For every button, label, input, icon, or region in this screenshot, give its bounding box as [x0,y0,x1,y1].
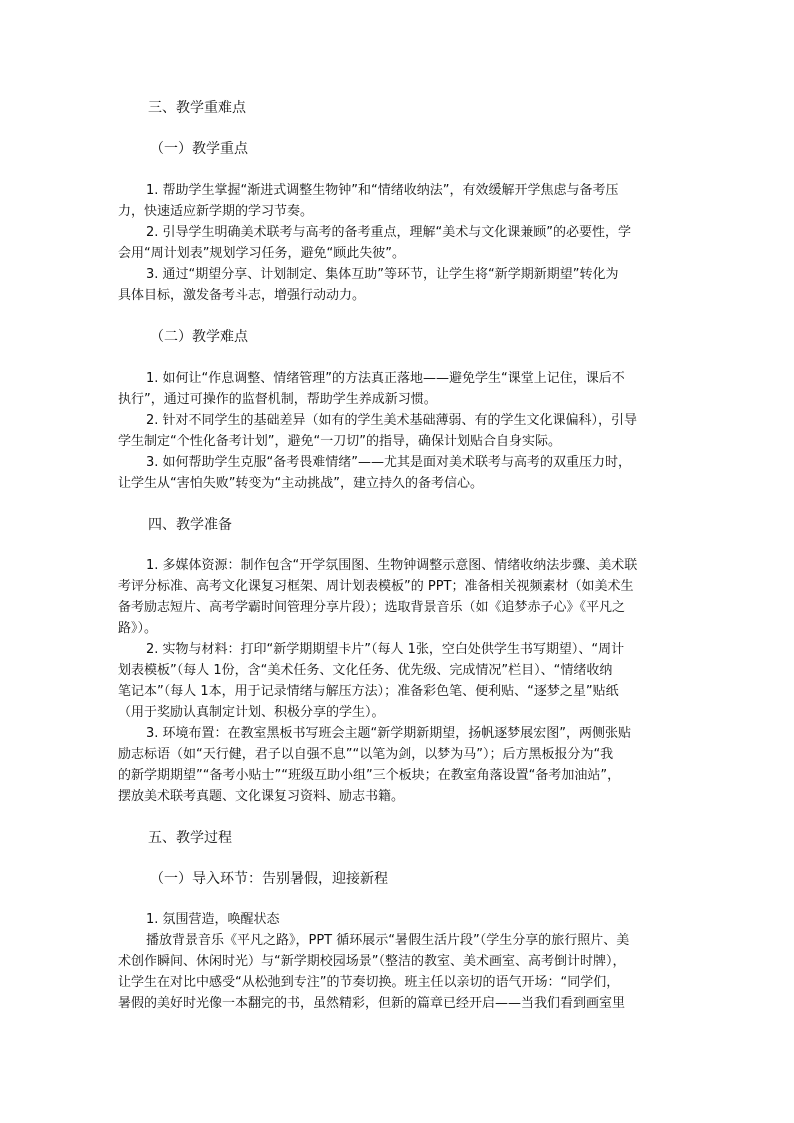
text-line: 3. 环境布置：在教室黑板书写班会主题“新学期新期望，扬帆逐梦展宏图”，两侧张贴 [146,726,632,741]
section-heading: 四、教学准备 [148,517,232,533]
text-line: 会用“周计划表”规划学习任务，避免“顾此失彼”。 [118,246,405,261]
text-line: 的新学期期望”“备考小贴士”“班级互助小组”三个板块；在教室角落设置“备考加油站”， [118,768,621,783]
sub-heading: 1. 氛围营造，唤醒状态 [146,912,280,927]
subsection-heading: （一）教学重点 [150,141,248,157]
text-line: 执行”，通过可操作的监督机制，帮助学生养成新习惯。 [118,392,437,407]
text-line: 学生制定“个性化备考计划”，避免“一刀切”的指导，确保计划贴合自身实际。 [118,434,561,449]
text-line: 2. 实物与材料：打印“新学期期望卡片”（每人 1张，空白处供学生书写期望）、“周计 [146,642,625,657]
text-line: 术创作瞬间、休闲时光）与“新学期校园场景”（整洁的教室、美术画室、高考倒计时牌）， [118,954,626,969]
text-line: 播放背景音乐《平凡之路》，PPT 循环展示“暑假生活片段”（学生分享的旅行照片、美 [146,933,630,948]
text-line: 力，快速适应新学期的学习节奏。 [118,204,314,219]
subsection-heading: （二）教学难点 [150,329,248,345]
text-line: 励志标语（如“天行健，君子以自强不息”“以笔为剑，以梦为马”）；后方黑板报分为“我 [118,747,614,762]
text-line: 摆放美术联考真题、文化课复习资料、励志书籍。 [118,789,405,804]
text-line: 划表模板”（每人 1份，含“美术任务、文化任务、优先级、完成情况”栏目）、“情绪收纳 [118,663,613,678]
text-line: 让学生从“害怕失败”转变为“主动挑战”，建立持久的备考信心。 [118,476,483,491]
text-line: 具体目标，激发备考斗志，增强行动动力。 [118,288,366,303]
section-heading: 五、教学过程 [148,830,232,846]
text-line: 路》）。 [118,621,158,636]
section-heading: 三、教学重难点 [148,100,246,116]
text-line: 笔记本”（每人 1本，用于记录情绪与解压方法）；准备彩色笔、便利贴、“逐梦之星”贴纸 [118,684,619,699]
text-line: （用于奖励认真制定计划、积极分享的学生）。 [118,705,385,720]
text-line: 暑假的美好时光像一本翻完的书，虽然精彩，但新的篇章已经开启——当我们看到画室里 [118,996,626,1011]
text-line: 让学生在对比中感受“从松弛到专注”的节奏切换。班主任以亲切的语气开场：“同学们， [118,975,620,990]
text-line: 1. 多媒体资源：制作包含“开学氛围图、生物钟调整示意图、情绪收纳法步骤、美术联 [146,558,638,573]
text-line: 3. 如何帮助学生克服“备考畏难情绪”——尤其是面对美术联考与高考的双重压力时， [146,455,632,470]
text-line: 2. 引导学生明确美术联考与高考的备考重点，理解“美术与文化课兼顾”的必要性，学 [146,225,632,240]
text-line: 2. 针对不同学生的基础差异（如有的学生美术基础薄弱、有的学生文化课偏科），引导 [146,413,638,428]
text-line: 考评分标准、高考文化课复习框架、周计划表模板”的 PPT；准备相关视频素材（如美术生 [118,579,634,594]
subsection-heading: （一）导入环节：告别暑假，迎接新程 [150,871,388,887]
text-line: 1. 如何让“作息调整、情绪管理”的方法真正落地——避免学生“课堂上记住，课后不 [146,371,625,386]
text-line: 备考励志短片、高考学霸时间管理分享片段）；选取背景音乐（如《追梦赤子心》《平凡之 [118,600,626,615]
text-line: 3. 通过“期望分享、计划制定、集体互助”等环节，让学生将“新学期新期望”转化为 [146,267,619,282]
text-line: 1. 帮助学生掌握“渐进式调整生物钟”和“情绪收纳法”，有效缓解开学焦虑与备考压 [146,183,619,198]
